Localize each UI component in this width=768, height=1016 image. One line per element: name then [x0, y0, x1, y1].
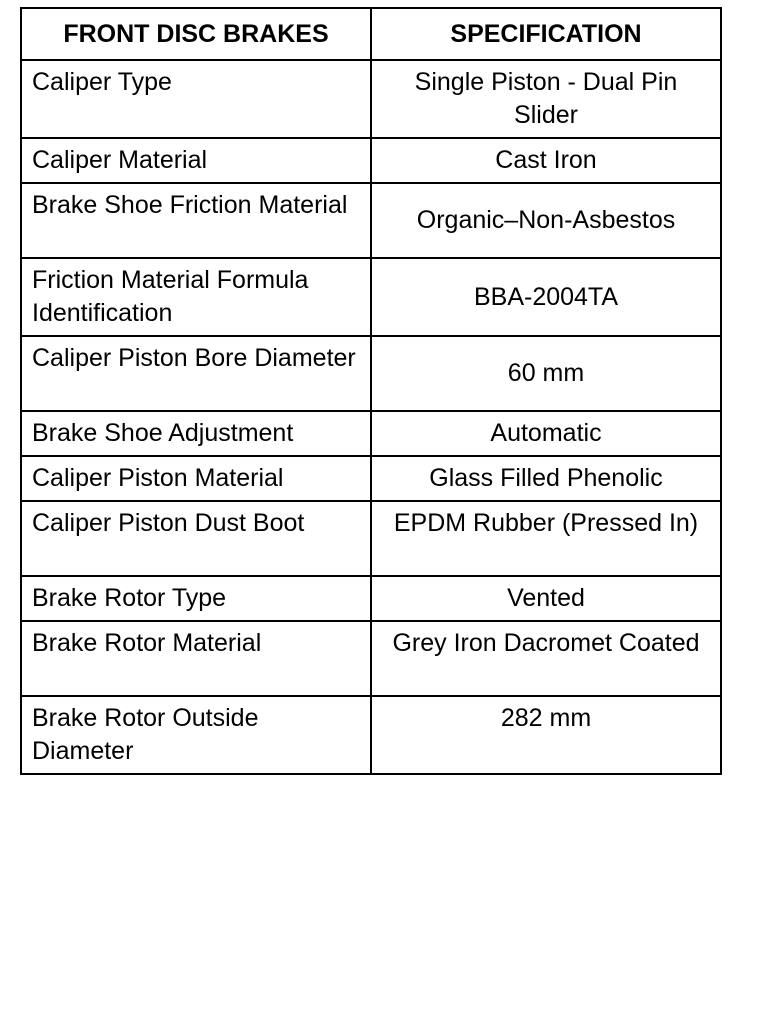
row-label: Brake Rotor Outside Diameter [21, 696, 371, 774]
row-value: Grey Iron Dacromet Coated [371, 621, 721, 696]
row-label: Brake Rotor Material [21, 621, 371, 696]
row-value: Cast Iron [371, 138, 721, 183]
table-row [21, 501, 721, 576]
row-value: Organic–Non-Asbestos [371, 183, 721, 258]
row-label: Brake Shoe Adjustment [21, 411, 371, 456]
row-value: 60 mm [371, 336, 721, 411]
table-row [21, 258, 721, 336]
row-label: Brake Shoe Friction Material [21, 183, 371, 258]
table-row [21, 60, 721, 138]
table-header-row [21, 8, 721, 60]
row-value: Vented [371, 576, 721, 621]
row-label: Caliper Type [21, 60, 371, 138]
row-label: Brake Rotor Type [21, 576, 371, 621]
column-header-front-disc-brakes: FRONT DISC BRAKES [21, 8, 371, 60]
row-label: Caliper Material [21, 138, 371, 183]
table-row [21, 621, 721, 696]
row-value: EPDM Rubber (Pressed In) [371, 501, 721, 576]
row-value: Automatic [371, 411, 721, 456]
row-label: Caliper Piston Material [21, 456, 371, 501]
row-value: Single Piston - Dual Pin Slider [371, 60, 721, 138]
table-row [21, 411, 721, 456]
column-header-specification: SPECIFICATION [371, 8, 721, 60]
table-row [21, 576, 721, 621]
row-label: Friction Material Formula Identification [21, 258, 371, 336]
row-value: 282 mm [371, 696, 721, 774]
row-label: Caliper Piston Bore Diameter [21, 336, 371, 411]
row-value: BBA-2004TA [371, 258, 721, 336]
table-row [21, 183, 721, 258]
row-value: Glass Filled Phenolic [371, 456, 721, 501]
row-label: Caliper Piston Dust Boot [21, 501, 371, 576]
table-row [21, 138, 721, 183]
brake-spec-table [20, 7, 722, 775]
table-row [21, 696, 721, 774]
table-row [21, 336, 721, 411]
table-row [21, 456, 721, 501]
